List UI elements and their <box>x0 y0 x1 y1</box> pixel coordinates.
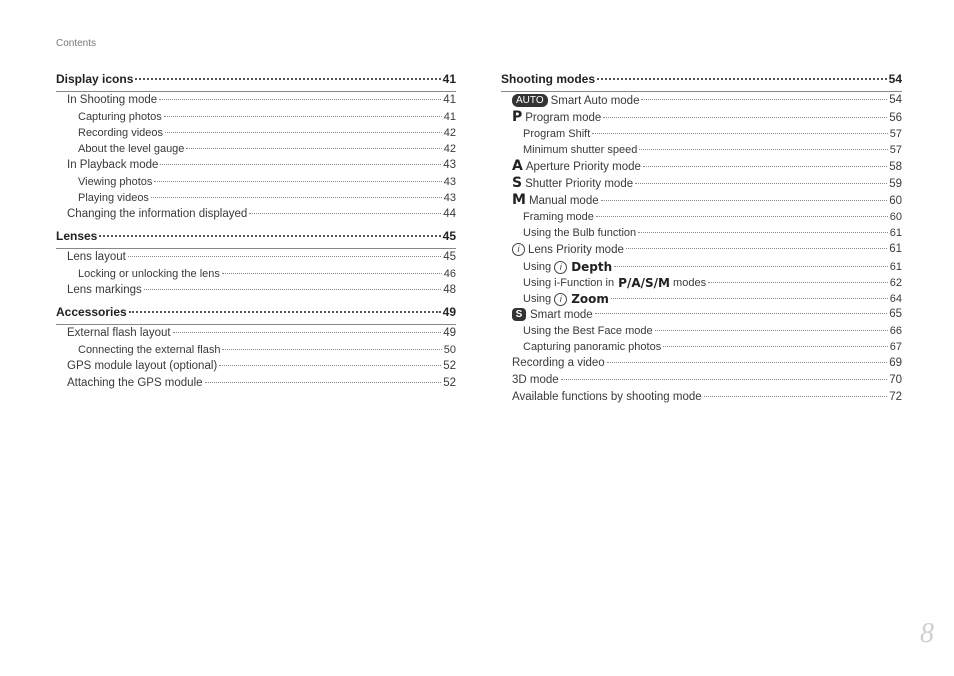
toc-item-lens-layout[interactable]: Lens layout 45 <box>67 251 456 263</box>
toc-item-min-shutter[interactable]: Minimum shutter speed 57 <box>523 144 902 156</box>
toc-item-bulb-function[interactable]: Using the Bulb function 61 <box>523 227 902 239</box>
toc-item-playing-videos[interactable]: Playing videos 43 <box>78 192 456 204</box>
toc-right-column <box>501 72 902 408</box>
toc-item-shutter-priority[interactable]: S Shutter Priority mode 59 <box>512 175 902 191</box>
toc-item-locking-lens[interactable]: Locking or unlocking the lens 46 <box>78 268 456 280</box>
toc-item-viewing-photos[interactable]: Viewing photos 43 <box>78 176 456 188</box>
toc-item-framing-mode[interactable]: Framing mode 60 <box>523 211 902 223</box>
toc-item-program-shift[interactable]: Program Shift 57 <box>523 128 902 140</box>
p-mode-icon: P <box>512 109 523 125</box>
toc-left-column <box>56 72 456 394</box>
toc-item-program-mode[interactable]: P Program mode 56 <box>512 109 902 125</box>
toc-item-panoramic[interactable]: Capturing panoramic photos 67 <box>523 341 902 353</box>
toc-item-in-shooting-mode[interactable]: In Shooting mode 41 <box>67 94 456 106</box>
toc-item-lens-priority[interactable]: i Lens Priority mode 61 <box>501 243 902 260</box>
toc-item-manual-mode[interactable]: M Manual mode 60 <box>512 192 902 208</box>
toc-item-lens-markings[interactable]: Lens markings 48 <box>67 284 456 296</box>
s-mode-icon: S <box>512 175 523 191</box>
pasm-mode-icons: P/A/S/M <box>618 276 670 290</box>
i-function-icon: i <box>554 261 567 274</box>
toc-item-attaching-gps[interactable]: Attaching the GPS module 52 <box>67 377 456 389</box>
toc-item-aperture-priority[interactable]: A Aperture Priority mode 58 <box>512 158 902 174</box>
page-header: Contents <box>56 38 97 49</box>
toc-item-3d-mode[interactable]: 3D mode 70 <box>512 374 902 386</box>
i-function-icon: i <box>554 293 567 306</box>
smart-mode-icon: S <box>512 308 526 321</box>
toc-item-connecting-flash[interactable]: Connecting the external flash 50 <box>78 344 456 356</box>
toc-item-best-face[interactable]: Using the Best Face mode 66 <box>523 325 902 337</box>
m-mode-icon: M <box>512 192 526 208</box>
toc-item-level-gauge[interactable]: About the level gauge 42 <box>78 143 456 155</box>
toc-item-using-depth[interactable]: Using i Depth 61 <box>523 260 902 274</box>
toc-item-capturing-photos[interactable]: Capturing photos 41 <box>78 111 456 123</box>
toc-item-gps-layout[interactable]: GPS module layout (optional) 52 <box>67 360 456 372</box>
i-function-icon: i <box>512 243 525 256</box>
auto-mode-icon: AUTO <box>512 94 548 107</box>
toc-item-changing-info[interactable]: Changing the information displayed 44 <box>67 208 456 220</box>
toc-section-display-icons[interactable]: Display icons 41 <box>56 72 456 92</box>
toc-item-recording-video[interactable]: Recording a video 69 <box>512 357 902 369</box>
toc-section-lenses[interactable]: Lenses 45 <box>56 229 456 249</box>
toc-section-shooting-modes[interactable]: Shooting modes 54 <box>501 72 902 92</box>
page-number: 8 <box>920 618 934 649</box>
toc-item-using-zoom[interactable]: Using i Zoom 64 <box>523 292 902 306</box>
toc-section-accessories[interactable]: Accessories 49 <box>56 305 456 325</box>
toc-item-available-functions[interactable]: Available functions by shooting mode 72 <box>512 391 902 403</box>
toc-item-smart-mode[interactable]: S Smart mode 65 <box>501 308 902 325</box>
toc-item-in-playback-mode[interactable]: In Playback mode 43 <box>67 159 456 171</box>
a-mode-icon: A <box>512 158 523 174</box>
toc-item-flash-layout[interactable]: External flash layout 49 <box>67 327 456 339</box>
toc-item-smart-auto[interactable]: AUTO Smart Auto mode 54 <box>501 94 902 111</box>
toc-item-using-ifunction[interactable]: Using i-Function in P/A/S/M modes 62 <box>523 276 902 290</box>
toc-item-recording-videos[interactable]: Recording videos 42 <box>78 127 456 139</box>
